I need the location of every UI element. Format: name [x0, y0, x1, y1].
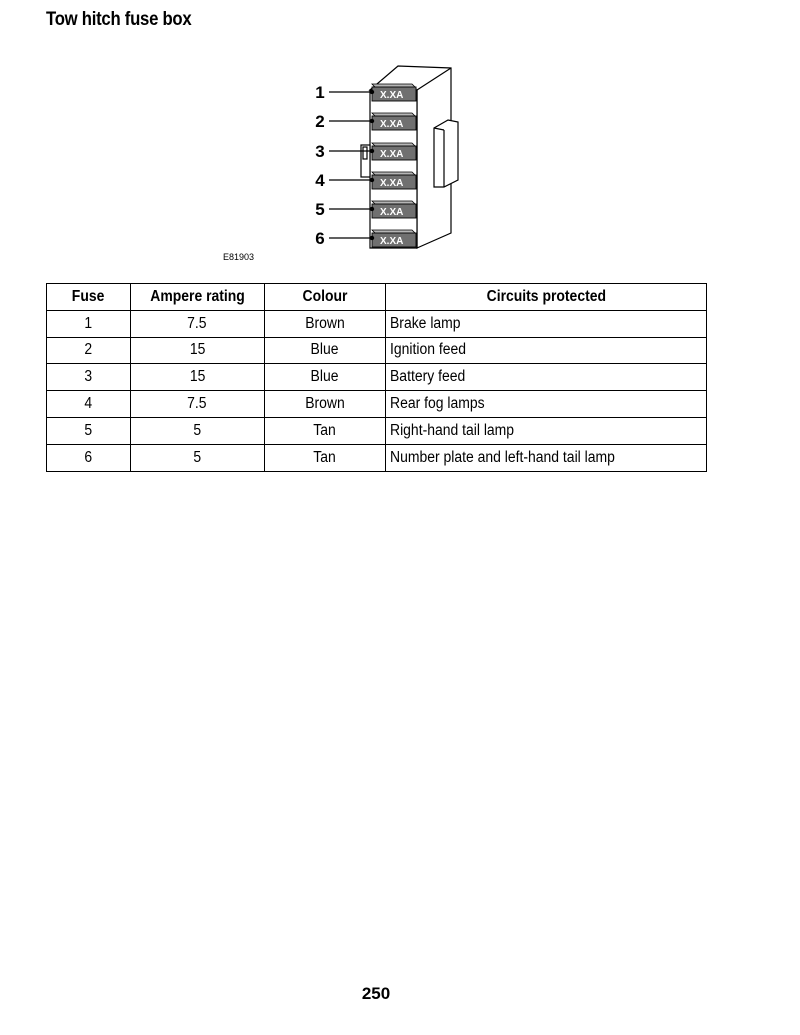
cell-colour: Brown	[264, 310, 386, 337]
cell-fuse: 2	[47, 337, 131, 364]
cell-colour: Blue	[264, 337, 386, 364]
callout-dot	[370, 207, 374, 211]
fuse-label: X.XA	[380, 119, 404, 130]
cell-fuse: 6	[47, 444, 131, 471]
cell-colour: Tan	[264, 444, 386, 471]
fuse-label: X.XA	[380, 90, 404, 101]
cell-colour: Tan	[264, 417, 386, 444]
table-row	[47, 391, 707, 418]
callout-dot	[370, 119, 374, 123]
header-ampere-rating: Ampere rating	[130, 284, 264, 311]
fuse-table	[46, 283, 707, 472]
cell-ampere: 5	[130, 444, 264, 471]
cell-ampere: 5	[130, 417, 264, 444]
cell-colour: Blue	[264, 364, 386, 391]
fuse-label: X.XA	[380, 178, 404, 189]
callout-number: 6	[315, 229, 325, 248]
fuse-label: X.XA	[380, 149, 404, 160]
table-row	[47, 444, 707, 471]
cell-fuse: 1	[47, 310, 131, 337]
callout-number: 1	[315, 83, 325, 102]
page-number: 250	[361, 984, 391, 1003]
table-row	[47, 364, 707, 391]
fuse-slot	[372, 113, 416, 130]
fuse-slot	[372, 201, 416, 218]
cell-ampere: 7.5	[130, 310, 264, 337]
cell-circuit: Rear fog lamps	[386, 391, 707, 418]
callout-dot	[370, 90, 374, 94]
callout-number: 3	[315, 142, 325, 161]
cell-circuit: Battery feed	[386, 364, 707, 391]
cell-fuse: 4	[47, 391, 131, 418]
cell-ampere: 15	[130, 337, 264, 364]
cell-circuit: Ignition feed	[386, 337, 707, 364]
fuse-slot	[372, 143, 416, 160]
table-header-row	[47, 284, 707, 311]
callout-number: 4	[315, 171, 325, 190]
cell-fuse: 5	[47, 417, 131, 444]
cell-fuse: 3	[47, 364, 131, 391]
figure-code: E81903	[223, 252, 255, 262]
fuse-slot	[372, 84, 416, 101]
callout-dot	[370, 149, 374, 153]
fuse-label: X.XA	[380, 207, 404, 218]
cell-ampere: 7.5	[130, 391, 264, 418]
table-row	[47, 337, 707, 364]
callout-dot	[370, 178, 374, 182]
cell-circuit: Brake lamp	[386, 310, 707, 337]
callout-number: 2	[315, 112, 325, 131]
header-circuits-protected: Circuits protected	[386, 284, 707, 311]
callout-dot	[370, 236, 374, 240]
fuse-label: X.XA	[380, 236, 404, 247]
cell-circuit: Right-hand tail lamp	[386, 417, 707, 444]
header-fuse: Fuse	[47, 284, 131, 311]
header-colour: Colour	[264, 284, 386, 311]
fuse-slot	[372, 230, 416, 247]
cell-circuit: Number plate and left-hand tail lamp	[386, 444, 707, 471]
callout-number: 5	[315, 200, 325, 219]
page-title: Tow hitch fuse box	[46, 9, 192, 30]
table-row	[47, 310, 707, 337]
cell-colour: Brown	[264, 391, 386, 418]
fuse-box-diagram	[0, 0, 800, 280]
table-row	[47, 417, 707, 444]
cell-ampere: 15	[130, 364, 264, 391]
fuse-slot	[372, 172, 416, 189]
